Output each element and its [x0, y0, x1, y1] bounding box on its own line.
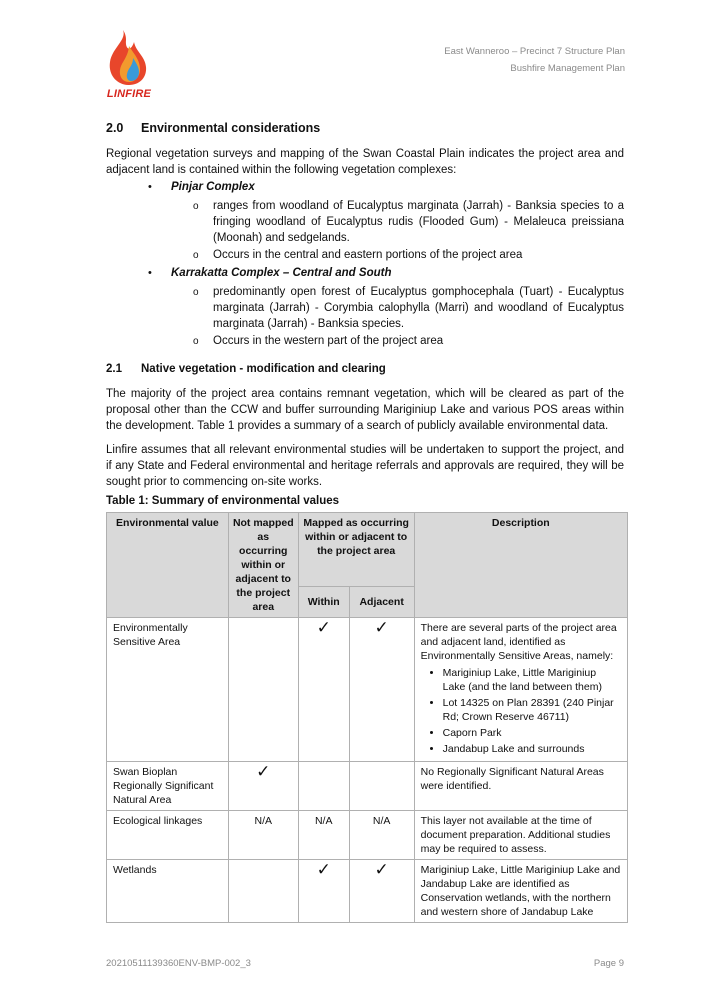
subsection-paragraph-2: Linfire assumes that all relevant environmental studies will be undertaken to support the project, and if any State and Federal environmental and heritage referrals and approvals are required, they will be sought prior to commencing on-site works.: [106, 444, 624, 489]
table-row: [107, 811, 628, 860]
cell-value: Swan Bioplan Regionally Significant Natural Area: [107, 762, 229, 811]
table-row: [107, 762, 628, 811]
cell-description: No Regionally Significant Natural Areas were identified.: [414, 762, 627, 811]
table-row: [107, 618, 628, 762]
section-intro: Regional vegetation surveys and mapping of the Swan Coastal Plain indicates the project area and adjacent land is contained within the following vegetation complexes:: [106, 148, 624, 177]
section-number: 2.0: [106, 121, 124, 135]
complex-location: Occurs in the western part of the project area: [213, 335, 444, 347]
list-item: • Caporn Park: [443, 726, 621, 740]
linfire-logo: [104, 28, 154, 102]
bullet-icon: •: [148, 267, 152, 279]
cell-adjacent-check: ✓: [349, 618, 414, 762]
table-caption: Table 1: Summary of environmental values: [106, 495, 340, 507]
header-document-title: Bushfire Management Plan: [510, 63, 625, 74]
circle-bullet-icon: o: [193, 287, 199, 298]
cell-not-mapped: [228, 618, 298, 762]
complex-description: ranges from woodland of Eucalyptus marginata (Jarrah) - Banksia species to a fringing woodland of Eucalyptus rudis (Flooded Gum) - Melaleuca preissiana (Moonah) and sedgelands.: [213, 200, 624, 245]
circle-bullet-icon: o: [193, 250, 199, 261]
cell-description: [414, 618, 627, 762]
cell-value: Ecological linkages: [107, 811, 229, 860]
list-item: • Lot 14325 on Plan 28391 (240 Pinjar Rd; Crown Reserve 46711): [443, 696, 621, 724]
header-environmental-value: Environmental value: [107, 513, 229, 618]
cell-within-check: ✓: [298, 618, 349, 762]
cell-within-check: ✓: [298, 860, 349, 923]
table-row: [107, 860, 628, 923]
environmental-values-table: [106, 512, 628, 923]
subsection-number: 2.1: [106, 363, 122, 375]
cell-not-mapped: [228, 860, 298, 923]
table-header-row: [107, 513, 628, 587]
subsection-paragraph-1: The majority of the project area contains remnant vegetation, which will be cleared as part of the proposal other than the CCW and buffer surrounding Mariginiup Lake and various POS areas within the development. Table 1 provides a summary of a search of publicly available environmental data.: [106, 388, 624, 433]
cell-adjacent: N/A: [349, 811, 414, 860]
complex-name: Pinjar Complex: [171, 181, 255, 193]
header-within: Within: [298, 586, 349, 618]
footer-document-id: 20210511139360ENV-BMP-002_3: [106, 958, 251, 969]
description-text: There are several parts of the project area and adjacent land, identified as Environmentally Sensitive Areas, namely:: [420, 622, 617, 662]
complex-description: predominantly open forest of Eucalyptus gomphocephala (Tuart) - Eucalyptus marginata (Jarrah) - Corymbia calophylla (Marri) and woodland of Eucalyptus marginata (Jarrah) - Banksia species.: [213, 286, 624, 331]
description-list: [421, 666, 621, 756]
bullet-icon: •: [148, 181, 152, 193]
header-project-title: East Wanneroo – Precinct 7 Structure Plan: [444, 46, 625, 57]
cell-within: [298, 762, 349, 811]
cell-adjacent: [349, 762, 414, 811]
circle-bullet-icon: o: [193, 201, 199, 212]
header-description: Description: [414, 513, 627, 618]
circle-bullet-icon: o: [193, 336, 199, 347]
logo-wordmark: LINFIRE: [106, 88, 152, 100]
complex-location: Occurs in the central and eastern portions of the project area: [213, 249, 523, 261]
header-mapped: Mapped as occurring within or adjacent to the project area: [298, 513, 414, 587]
footer-page-number: Page 9: [593, 958, 624, 969]
section-heading: [106, 121, 320, 135]
complex-name: Karrakatta Complex – Central and South: [171, 267, 392, 279]
cell-value: Environmentally Sensitive Area: [107, 618, 229, 762]
flame-drop-icon: [104, 28, 154, 88]
subsection-heading: [106, 363, 386, 375]
list-item: • Mariginiup Lake, Little Mariginiup Lake (and the land between them): [443, 666, 621, 694]
header-adjacent: Adjacent: [349, 586, 414, 618]
header-not-mapped: Not mapped as occurring within or adjacent to the project area: [228, 513, 298, 618]
cell-description: This layer not available at the time of document preparation. Additional studies may be required to assess.: [414, 811, 627, 860]
section-title: Environmental considerations: [141, 121, 321, 135]
cell-value: Wetlands: [107, 860, 229, 923]
cell-not-mapped: N/A: [228, 811, 298, 860]
cell-within: N/A: [298, 811, 349, 860]
cell-not-mapped-check: ✓: [228, 762, 298, 811]
cell-description: Mariginiup Lake, Little Mariginiup Lake and Jandabup Lake are identified as Conservation wetlands, with the northern and western shore of Jandabup Lake: [414, 860, 627, 923]
cell-adjacent-check: ✓: [349, 860, 414, 923]
subsection-title: Native vegetation - modification and clearing: [141, 363, 386, 375]
list-item: • Jandabup Lake and surrounds: [443, 742, 621, 756]
